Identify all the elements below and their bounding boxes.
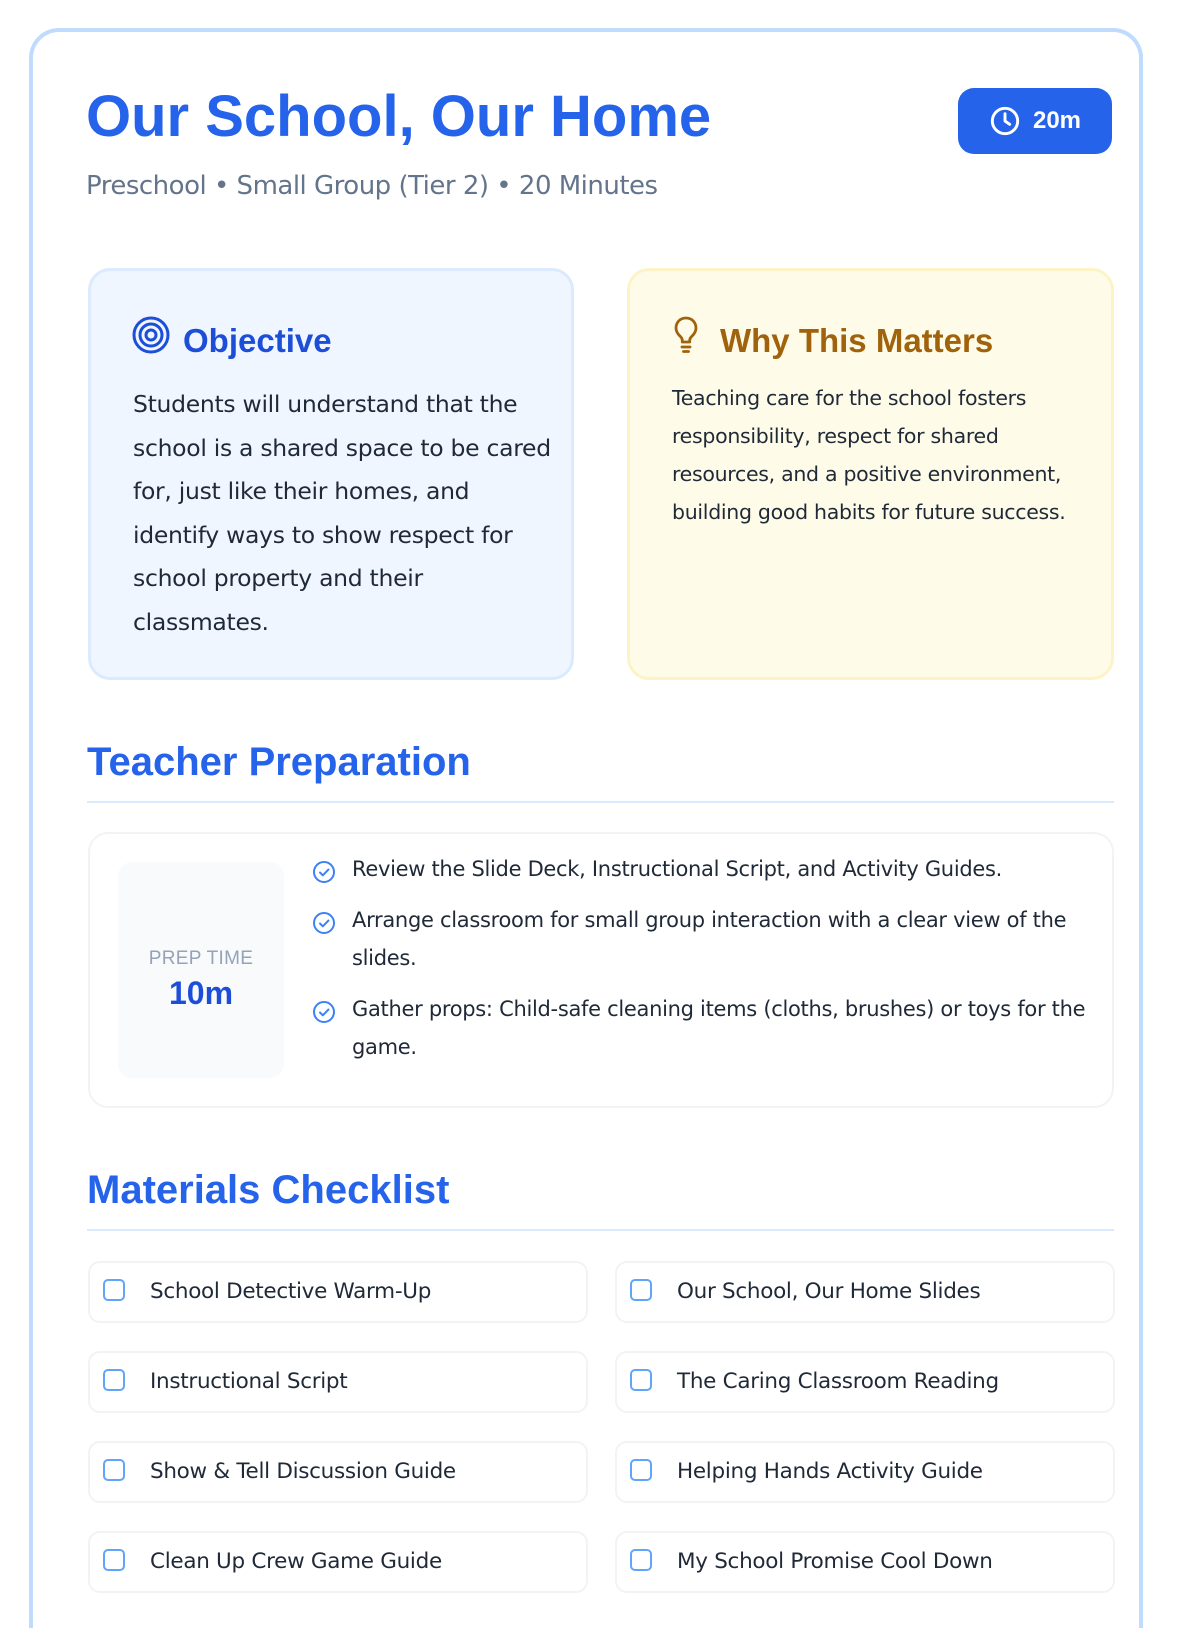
material-label: The Caring Classroom Reading [677, 1369, 999, 1394]
page-title: Our School, Our Home [86, 84, 712, 149]
prep-item [312, 850, 1092, 888]
duration-badge-label: 20m [1032, 107, 1082, 134]
clock-icon [989, 105, 1021, 137]
target-icon [131, 315, 171, 366]
prep-time-value: 10m [168, 975, 234, 1011]
material-label: Show & Tell Discussion Guide [150, 1459, 456, 1484]
lightbulb-icon [672, 315, 700, 366]
prep-list [312, 850, 1092, 1079]
why-heading [672, 315, 993, 366]
duration-badge [958, 88, 1112, 154]
teacher-prep-heading: Teacher Preparation [87, 740, 471, 784]
why-text: Teaching care for the school fosters responsibility, respect for shared resources, and a positive environment, building good habits for future success. [672, 386, 1066, 524]
checkbox[interactable] [630, 1369, 652, 1391]
material-item[interactable] [88, 1351, 588, 1413]
prep-item [312, 901, 1092, 977]
why-panel [627, 268, 1114, 680]
material-item[interactable] [88, 1531, 588, 1593]
material-item[interactable] [615, 1441, 1115, 1503]
checkbox[interactable] [103, 1369, 125, 1391]
prep-item-text: Gather props: Child-safe cleaning items (cloths, brushes) or toys for the game. [352, 997, 1086, 1059]
checkbox[interactable] [103, 1279, 125, 1301]
prep-item [312, 990, 1092, 1066]
material-label: My School Promise Cool Down [677, 1549, 993, 1574]
prep-item-text: Arrange classroom for small group interaction with a clear view of the slides. [352, 908, 1067, 970]
objective-heading-label: Objective [183, 321, 332, 359]
material-label: Helping Hands Activity Guide [677, 1459, 983, 1484]
section-divider [87, 1229, 1114, 1231]
material-item[interactable] [88, 1441, 588, 1503]
prep-time-card [118, 862, 284, 1078]
material-item[interactable] [615, 1351, 1115, 1413]
material-item[interactable] [88, 1261, 588, 1323]
why-heading-label: Why This Matters [720, 321, 994, 359]
objective-heading [131, 315, 332, 366]
material-label: Our School, Our Home Slides [677, 1279, 981, 1304]
check-circle-icon [312, 998, 336, 1036]
material-item[interactable] [615, 1261, 1115, 1323]
objective-panel [88, 268, 574, 680]
lesson-subtitle: Preschool • Small Group (Tier 2) • 20 Minutes [86, 171, 658, 201]
material-label: Clean Up Crew Game Guide [150, 1549, 442, 1574]
checkbox[interactable] [630, 1549, 652, 1571]
section-divider [87, 801, 1114, 803]
objective-text: Students will understand that the school is a shared space to be cared for, just like their homes, and identify ways to show respect for school property and their classmates. [133, 390, 551, 636]
prep-item-text: Review the Slide Deck, Instructional Script, and Activity Guides. [352, 857, 1003, 881]
materials-heading: Materials Checklist [87, 1168, 450, 1212]
prep-time-label: PREP TIME [148, 948, 254, 969]
checkbox[interactable] [103, 1459, 125, 1481]
material-label: School Detective Warm-Up [150, 1279, 432, 1304]
material-item[interactable] [615, 1531, 1115, 1593]
material-label: Instructional Script [150, 1369, 348, 1394]
check-circle-icon [312, 858, 336, 896]
checkbox[interactable] [103, 1549, 125, 1571]
checkbox[interactable] [630, 1459, 652, 1481]
checkbox[interactable] [630, 1279, 652, 1301]
teacher-prep-box [88, 832, 1114, 1108]
check-circle-icon [312, 909, 336, 947]
